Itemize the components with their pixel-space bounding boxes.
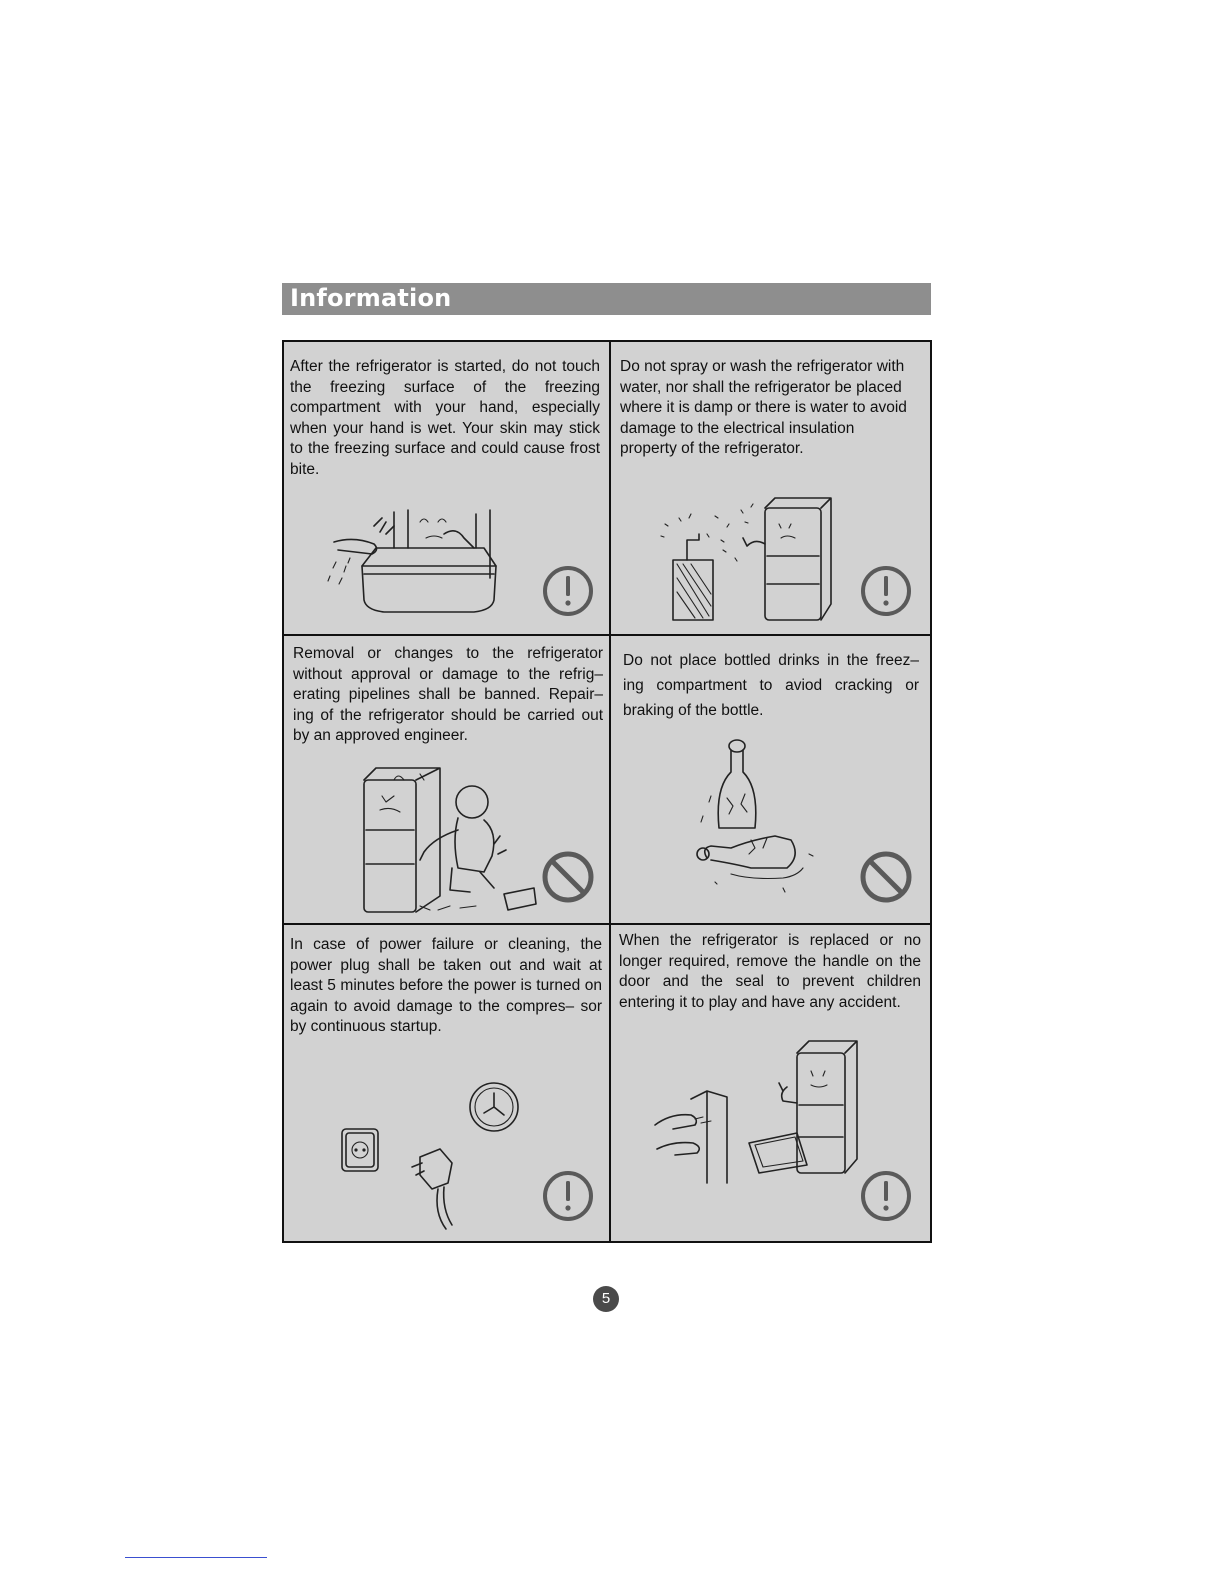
refrigerator-repair-illustration xyxy=(354,760,544,920)
cracked-bottle-illustration xyxy=(691,736,841,896)
info-cell-water-damage xyxy=(611,342,930,634)
prohibited-icon xyxy=(859,850,913,904)
caution-icon xyxy=(541,1169,595,1223)
footer-rule xyxy=(125,1557,267,1558)
information-grid xyxy=(282,340,932,1243)
section-title: Information xyxy=(290,284,452,312)
info-cell-unauthorized-repair xyxy=(284,636,609,923)
caution-icon xyxy=(859,564,913,618)
prohibited-icon xyxy=(541,850,595,904)
section-header xyxy=(282,283,931,315)
info-cell-disposal xyxy=(611,925,930,1241)
info-cell-frost-bite xyxy=(284,342,609,634)
cell-text: Removal or changes to the refrigerator without approval or damage to the refrig– erating pipelines shall be banned. Repair– ing of the refrigerator should be carried out by an approved engineer. xyxy=(293,645,603,744)
plug-and-clock-illustration xyxy=(334,1083,534,1233)
info-cell-bottled-drinks xyxy=(611,636,930,923)
cell-text: After the refrigerator is started, do not touch the freezing surface of the freezing compartment with your hand, especially when your hand is wet. Your skin may stick to the freezing surface and could cause frost bite. xyxy=(290,358,600,478)
water-spray-illustration xyxy=(655,494,855,624)
cell-text: Do not spray or wash the refrigerator with water, nor shall the refrigerator be placed where it is damp or there is water to avoid damage to the electrical insulation property of the refrigerator. xyxy=(620,358,907,457)
info-cell-power-failure xyxy=(284,925,609,1241)
cell-text: In case of power failure or cleaning, the power plug shall be taken out and wait at least 5 minutes before the power is turned on again to avoid damage to the compres– sor by continuous startup. xyxy=(290,936,602,1035)
caution-icon xyxy=(541,564,595,618)
caution-icon xyxy=(859,1169,913,1223)
cell-text: Do not place bottled drinks in the freez– ing compartment to aviod cracking or braking of the bottle. xyxy=(623,652,919,719)
cell-text: When the refrigerator is replaced or no longer required, remove the handle on the door and the seal to prevent children entering it to play and have any accident. xyxy=(619,932,921,1011)
hand-on-freezer-illustration xyxy=(324,504,504,616)
remove-handle-illustration xyxy=(647,1033,887,1183)
page-number: 5 xyxy=(593,1286,619,1312)
